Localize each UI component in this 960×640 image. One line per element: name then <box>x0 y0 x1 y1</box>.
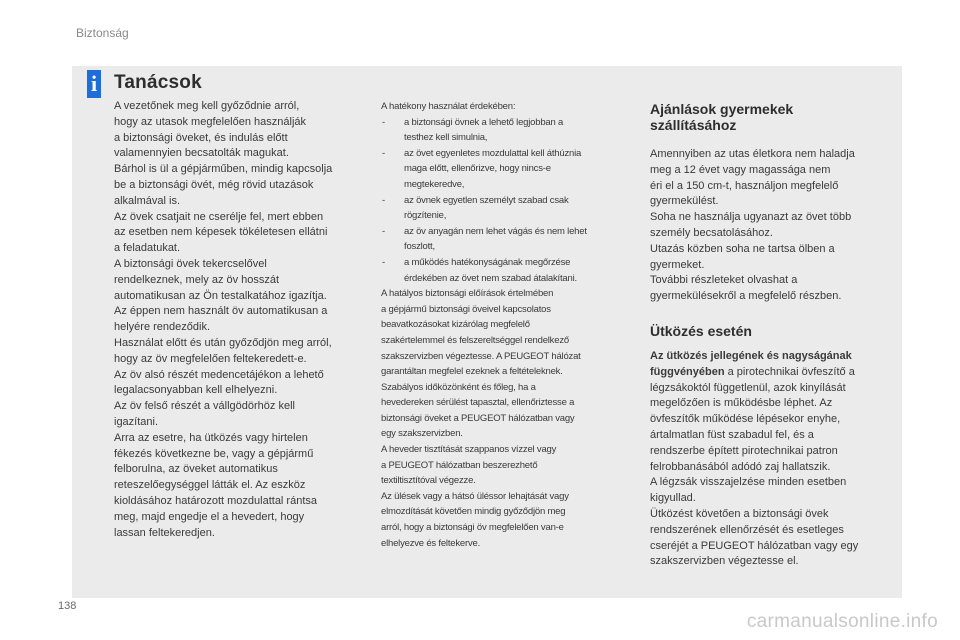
text-line: felrobbanásából adódó zaj hallatszik. <box>650 460 831 473</box>
text-line: Az öv felső részét a vállgödörhöz kell <box>114 400 295 413</box>
text-line: automatikusan az Ön testalkatához igazítja. <box>114 289 327 302</box>
text-line: kigyullad. <box>650 492 696 505</box>
heading-line: szállításához <box>650 117 737 133</box>
intro-line: A hatékony használat érdekében: <box>381 101 516 112</box>
text-line: meg, majd engedje el a hevedert, hogy <box>114 510 305 523</box>
text-line: További részleteket olvashat a <box>650 274 798 287</box>
list-item <box>381 224 631 255</box>
text-line: reteszelőegységgel látták el. Az eszköz <box>114 479 306 492</box>
text-line: szakszervizben végeztesse el. <box>650 555 799 568</box>
bullet-line: érdekében az övet nem szabad átalakítani. <box>404 272 577 284</box>
text-line: éri el a 150 cm-t, használjon megfelelő <box>650 179 839 192</box>
info-icon: i <box>87 70 101 98</box>
text-line: elmozdítását követően mindig győződjön meg <box>381 506 566 518</box>
bullet-line: az övet egyenletes mozdulattal kell áthúznia <box>404 147 582 159</box>
text-line: fékezés következne be, vagy a gépjármű <box>114 447 314 460</box>
heading-children-transport <box>650 101 890 133</box>
text-line: Ütközést követően a biztonsági övek <box>650 507 829 520</box>
text-line: A vezetőnek meg kell győződnie arról, <box>114 100 300 112</box>
text-line: A hatályos biztonsági előírások értelmében <box>381 288 554 300</box>
list-item <box>381 115 631 146</box>
column-effective-use <box>381 99 631 551</box>
text-line: övfeszítők működése lépésekor enyhe, <box>650 413 841 426</box>
list-item <box>381 193 631 224</box>
bullet-list <box>381 115 631 287</box>
text-line: a gépjármű biztonsági öveivel kapcsolatos <box>381 303 551 315</box>
text-line: igazítani. <box>114 415 159 428</box>
text-line-bold: Az ütközés jellegének és nagyságának <box>650 349 852 362</box>
text-line: arról, hogy a biztonsági öv megfelelően van-e <box>381 522 564 534</box>
text-line: légzsákoktól függetlenül, azok kinyílását <box>650 381 846 394</box>
list-item <box>381 146 631 193</box>
text-line: Használat előtt és után győződjön meg arról, <box>114 336 332 349</box>
text-line: textiltisztítóval végezze. <box>381 475 476 487</box>
bullet-line: rögzítenie, <box>404 210 447 222</box>
text-line: Az ülések vagy a hátsó üléssor lehajtását vagy <box>381 490 569 502</box>
text-phrase: a pirotechnikai övfeszítő a <box>724 365 855 378</box>
text-line: a PEUGEOT hálózatban beszerezhető <box>381 459 538 471</box>
text-line: Soha ne használja ugyanazt az övet több <box>650 211 852 224</box>
bullet-line: testhez kell simulnia, <box>404 132 488 144</box>
section-header: Biztonság <box>76 26 129 40</box>
text-line: személy becsatolásához. <box>650 226 773 239</box>
text-line: rendszerbe épített pirotechnikai patron <box>650 444 838 457</box>
text-line: hogy az utasok megfelelően használják <box>114 115 307 128</box>
text-line: megelőzően is működésbe léphet. Az <box>650 397 833 410</box>
text-line: cseréjét a PEUGEOT hálózatban vagy egy <box>650 539 859 552</box>
text-line: gyermeket. <box>650 258 705 271</box>
heading-line: Ajánlások gyermekek <box>650 101 794 117</box>
text-line: felborulna, az öveket automatikus <box>114 463 278 476</box>
text-line: rendelkeznek, mely az öv hosszát <box>114 273 280 286</box>
text-line: ártalmatlan füst szabadul fel, és a <box>650 428 814 441</box>
text-line: Bárhol is ül a gépjárműben, mindig kapcsolja <box>114 163 333 176</box>
text-line: kioldásához határozott mozdulattal rántsa <box>114 494 318 507</box>
panel-title: Tanácsok <box>114 72 202 93</box>
column-seatbelt-usage <box>114 99 362 541</box>
text-line: biztonsági öveket a PEUGEOT hálózatban vagy <box>381 412 575 424</box>
bullet-line: a működés hatékonyságának megőrzése <box>404 256 571 268</box>
page-number: 138 <box>58 600 77 612</box>
bullet-line: az öv anyagán nem lehet vágás és nem lehet <box>404 225 587 237</box>
text-line: Amennyiben az utas életkora nem haladja <box>650 148 855 160</box>
text-line: Arra az esetre, ha ütközés vagy hirtelen <box>114 431 308 444</box>
text-line: valamennyien becsatolták magukat. <box>114 147 289 160</box>
watermark: carmanualsonline.info <box>746 611 938 632</box>
text-line: elhelyezve és feltekerve. <box>381 537 481 549</box>
text-line: gyermekülést. <box>650 195 719 208</box>
bullet-line: maga előtt, ellenőrizve, hogy nincs-e <box>404 163 551 175</box>
text-line: egy szakszervizben. <box>381 428 463 440</box>
text-line: be a biztonsági övét, még rövid utazások <box>114 178 314 191</box>
bullet-line: foszlott, <box>404 241 435 253</box>
text-line: beavatkozásokat kizárólag megfelelő <box>381 319 530 331</box>
text-line: hevedereken sérülést tapasztal, ellenőriztesse a <box>381 397 575 409</box>
text-line: Utazás közben soha ne tartsa ölben a <box>650 242 835 255</box>
text-line: Szabályos időközönként és főleg, ha a <box>381 381 536 393</box>
bullet-line: a biztonsági övnek a lehető legjobban a <box>404 116 564 128</box>
text-line: gyermekülésekről a megfelelő részben. <box>650 290 842 303</box>
text-line: Az övek csatjait ne cserélje fel, mert ebben <box>114 210 324 223</box>
text-line: helyére rendeződik. <box>114 321 211 334</box>
text-line: Az öv alsó részét medencetájékon a lehető <box>114 368 324 381</box>
list-item <box>381 255 631 286</box>
heading-collision: Ütközés esetén <box>650 322 752 339</box>
text-line: Az éppen nem használt öv automatikusan a <box>114 305 328 318</box>
text-line: a biztonsági öveket, és indulás előtt <box>114 131 288 144</box>
text-line: A biztonsági övek tekercselővel <box>114 257 267 270</box>
text-line: garantáltan megfelel ezeknek a feltételeknek. <box>381 366 563 378</box>
text-line: legalacsonyabban kell elhelyezni. <box>114 384 278 397</box>
text-line: hogy az öv megfelelően feltekeredett-e. <box>114 352 307 365</box>
text-line-mixed <box>650 365 890 381</box>
text-line: A heveder tisztítását szappanos vízzel vagy <box>381 444 557 456</box>
text-line: lassan feltekeredjen. <box>114 526 215 539</box>
text-line: alkalmával is. <box>114 194 181 207</box>
text-line: rendszerének ellenőrzését és esetleges <box>650 523 844 536</box>
bold-phrase: függvényében <box>650 365 725 378</box>
text-line: szakszervizben végeztesse. A PEUGEOT hálózat <box>381 350 581 362</box>
column-children-and-collision <box>650 101 890 570</box>
text-line: az esetben nem képesek tökéletesen ellátni <box>114 226 328 239</box>
bullet-line: az övnek egyetlen személyt szabad csak <box>404 194 569 206</box>
text-line: meg a 12 évet vagy magassága nem <box>650 163 831 176</box>
text-line: a feladatukat. <box>114 242 181 255</box>
text-line: szakértelemmel és felszereltséggel rendelkező <box>381 334 569 346</box>
text-line: A légzsák visszajelzése minden esetben <box>650 476 847 489</box>
bullet-line: megtekeredve, <box>404 178 465 190</box>
